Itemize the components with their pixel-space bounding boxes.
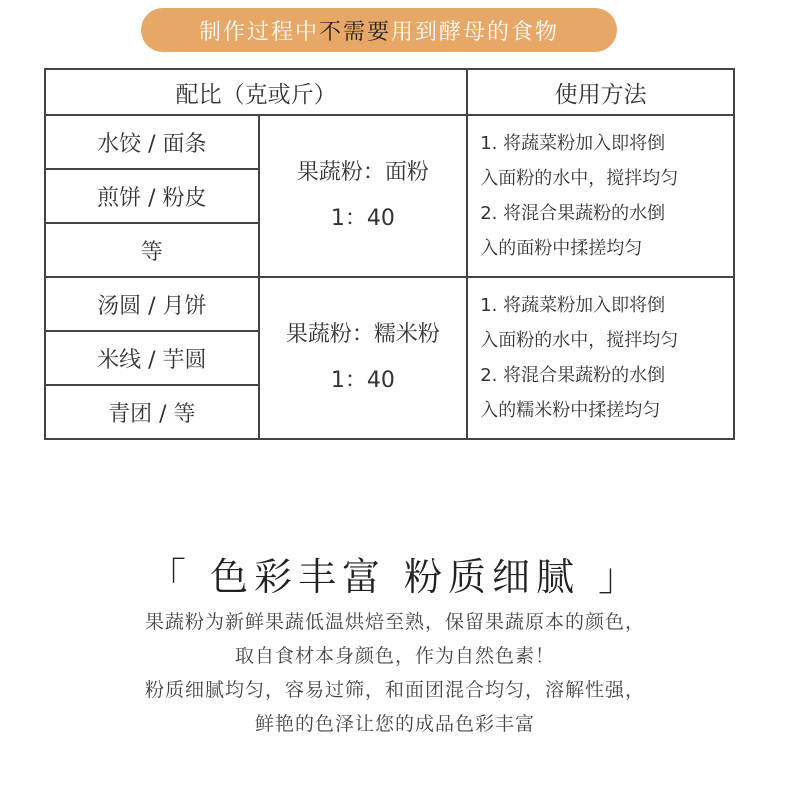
ratio-cell: [259, 277, 468, 439]
ratio-name: 果蔬粉：糯米粉: [285, 322, 440, 347]
description-line: 粉质细腻均匀，容易过筛，和面团混合均匀，溶解性强，: [144, 679, 645, 701]
header-method: 使用方法: [467, 69, 734, 115]
table-header-row: [45, 69, 734, 115]
food-cell: 等: [45, 223, 259, 277]
table-row: [45, 277, 734, 331]
method-line: 1. 将蔬菜粉加入即将倒: [480, 295, 666, 316]
description-line: 鲜艳的色泽让您的成品色彩丰富: [254, 713, 535, 735]
method-cell: [467, 277, 734, 439]
food-cell: 水饺 / 面条: [45, 115, 259, 169]
food-cell: 青团 / 等: [45, 385, 259, 439]
ratio-name: 果蔬粉：面粉: [296, 160, 429, 185]
section-title: 「 色彩丰富 粉质细腻 」: [147, 555, 643, 599]
method-line: 入面粉的水中，搅拌均匀: [480, 168, 679, 189]
food-cell: 米线 / 芋圆: [45, 331, 259, 385]
ratio-value: 1：40: [330, 368, 395, 393]
header-ratio: 配比（克或斤）: [45, 69, 467, 115]
ratio-value: 1：40: [330, 206, 395, 231]
banner-highlight: 不需要: [318, 19, 391, 45]
method-cell: [467, 115, 734, 277]
ratio-cell: [259, 115, 468, 277]
description-line: 果蔬粉为新鲜果蔬低温烘焙至熟，保留果蔬原本的颜色，: [144, 611, 645, 633]
header-banner: [141, 8, 617, 52]
method-line: 入的糯米粉中揉搓均匀: [480, 400, 661, 421]
method-line: 入的面粉中揉搓均匀: [480, 238, 643, 259]
food-cell: 煎饼 / 粉皮: [45, 169, 259, 223]
ratio-table: [44, 68, 735, 440]
banner-text-1: 制作过程中: [198, 19, 319, 45]
method-line: 2. 将混合果蔬粉的水倒: [480, 365, 666, 386]
method-line: 1. 将蔬菜粉加入即将倒: [480, 133, 666, 154]
banner-text-2: 用到酵母的食物: [391, 19, 560, 45]
food-cell: 汤圆 / 月饼: [45, 277, 259, 331]
section-description: [0, 605, 790, 741]
description-line: 取自食材本身颜色，作为自然色素！: [234, 645, 555, 667]
method-line: 2. 将混合果蔬粉的水倒: [480, 203, 666, 224]
table-row: [45, 115, 734, 169]
method-line: 入面粉的水中，搅拌均匀: [480, 330, 679, 351]
